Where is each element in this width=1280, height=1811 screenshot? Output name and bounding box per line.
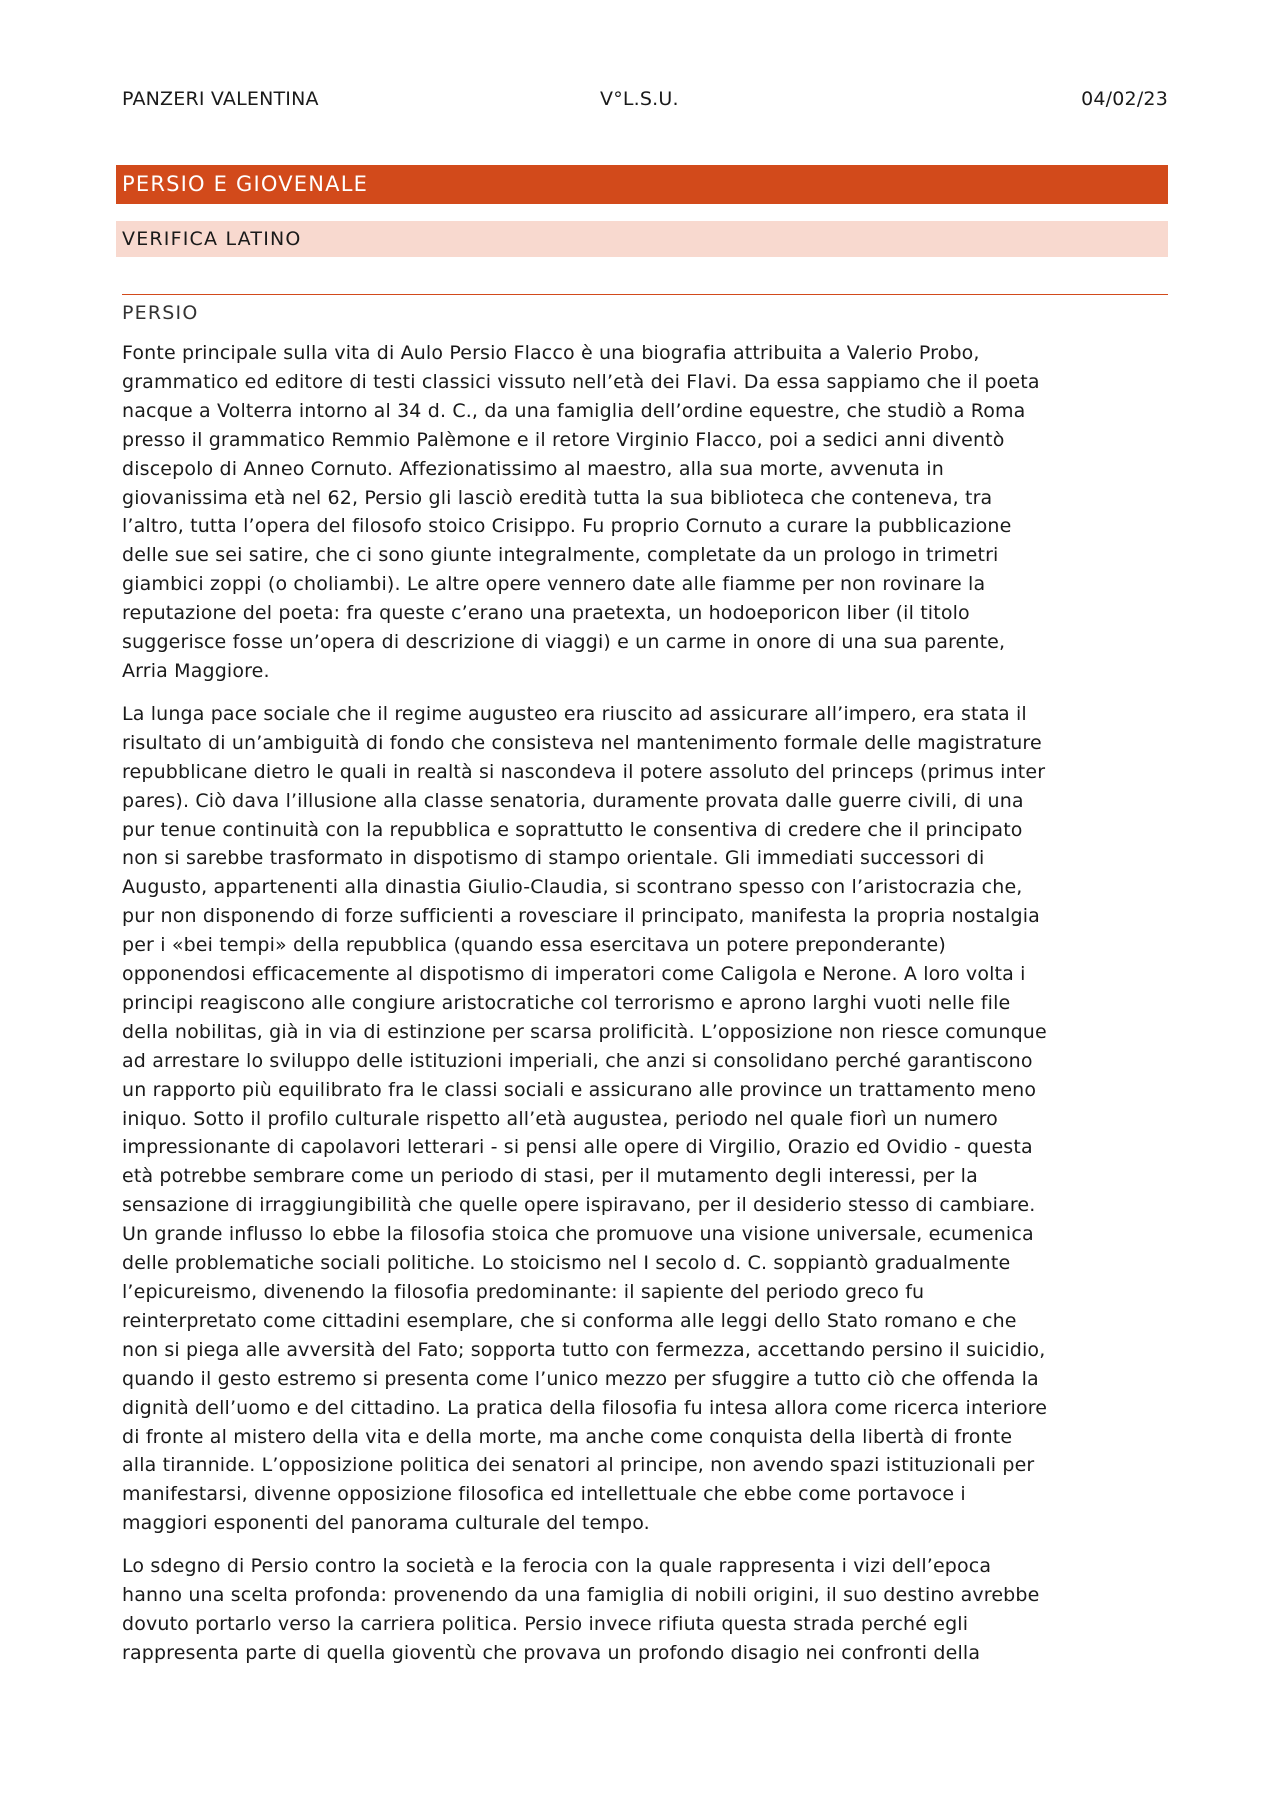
class-label: V°L.S.U. <box>600 88 679 110</box>
paragraph-line: sensazione di irraggiungibilità che quelle opere ispiravano, per il desiderio stesso di cambiare. <box>122 1194 1036 1217</box>
paragraph-line: giambici zoppi (o choliambi). Le altre opere vennero date alle fiamme per non rovinare la <box>122 573 986 596</box>
paragraph-line: per i «bei tempi» della repubblica (quando essa esercitava un potere preponderante) <box>122 934 946 957</box>
paragraph-line: delle problematiche sociali politiche. Lo stoicismo nel I secolo d. C. soppiantò gradualmente <box>122 1252 1011 1275</box>
paragraph-line: grammatico ed editore di testi classici vissuto nell’età dei Flavi. Da essa sappiamo che il poeta <box>122 370 1040 393</box>
section-heading: PERSIO <box>122 302 199 324</box>
paragraph-line: repubblicane dietro le quali in realtà si nascondeva il potere assoluto del princeps (primus inter <box>122 760 1046 783</box>
paragraph-line: ad arrestare lo sviluppo delle istituzioni imperiali, che anzi si consolidano perché garantiscono <box>122 1049 1033 1072</box>
paragraph-line: Lo sdegno di Persio contro la società e la ferocia con la quale rappresenta i vizi dell’epoca <box>122 1555 992 1578</box>
document-subtitle: VERIFICA LATINO <box>116 221 1168 257</box>
paragraph-line: nacque a Volterra intorno al 34 d. C., da una famiglia dell’ordine equestre, che studiò a Roma <box>122 399 1026 422</box>
document-header <box>122 88 1168 116</box>
paragraph-line: risultato di un’ambiguità di fondo che consisteva nel mantenimento formale delle magistrature <box>122 731 1042 754</box>
paragraph-line: rappresenta parte di quella gioventù che provava un profondo disagio nei confronti della <box>122 1641 981 1664</box>
paragraph-line: manifestarsi, divenne opposizione filosofica ed intellettuale che ebbe come portavoce i <box>122 1483 966 1506</box>
paragraph-line: l’epicureismo, divenendo la filosofia predominante: il sapiente del periodo greco fu <box>122 1281 925 1303</box>
paragraph-line: non si piega alle avversità del Fato; sopporta tutto con fermezza, accettando persino il suicidio, <box>122 1338 1046 1361</box>
paragraph-line: discepolo di Anneo Cornuto. Affezionatissimo al maestro, alla sua morte, avvenuta in <box>122 457 944 480</box>
paragraph-line: pares). Ciò dava l’illusione alla classe senatoria, duramente provata dalle guerre civili, di una <box>122 789 1024 812</box>
paragraph-line: dignità dell’uomo e del cittadino. La pratica della filosofia fu intesa allora come ricerca interiore <box>122 1396 1048 1419</box>
paragraph-line: giovanissima età nel 62, Persio gli lasciò eredità tutta la sua biblioteca che conteneva, tra <box>122 486 993 509</box>
paragraph-line: Augusto, appartenenti alla dinastia Giulio-Claudia, si scontrano spesso con l’aristocrazia che, <box>122 876 1023 899</box>
paragraph-line: pur tenue continuità con la repubblica e soprattutto le consentiva di credere che il principato <box>122 818 1023 841</box>
paragraph-line: alla tirannide. L’opposizione politica dei senatori al principe, non avendo spazi istituzionali per <box>122 1454 1035 1477</box>
paragraph-line: non si sarebbe trasformato in dispotismo di stampo orientale. Gli immediati successori di <box>122 847 985 870</box>
author-name: PANZERI VALENTINA <box>122 88 319 110</box>
body-text <box>122 339 1168 1682</box>
paragraph-line: suggerisce fosse un’opera di descrizione di viaggi) e un carme in onore di una sua parente, <box>122 631 1006 654</box>
paragraph-line: impressionante di capolavori letterari - si pensi alle opere di Virgilio, Orazio ed Ovidio - questa <box>122 1136 1033 1159</box>
paragraph-line: maggiori esponenti del panorama culturale del tempo. <box>122 1512 650 1535</box>
paragraph-line: Un grande influsso lo ebbe la filosofia stoica che promuove una visione universale, ecumenica <box>122 1223 1034 1246</box>
paragraph-line: della nobilitas, già in via di estinzione per scarsa prolificità. L’opposizione non riesce comunque <box>122 1020 1047 1043</box>
paragraph-line: dovuto portarlo verso la carriera politica. Persio invece rifiuta questa strada perché egli <box>122 1612 969 1635</box>
paragraph <box>122 339 1168 686</box>
paragraph-line: di fronte al mistero della vita e della morte, ma anche come conquista della libertà di fronte <box>122 1425 1013 1448</box>
paragraph-line: La lunga pace sociale che il regime augusteo era riuscito ad assicurare all’impero, era stata il <box>122 702 1027 725</box>
paragraph-line: un rapporto più equilibrato fra le classi sociali e assicurano alle province un trattamento meno <box>122 1078 1037 1101</box>
paragraph-line: reputazione del poeta: fra queste c’erano una praetexta, un hodoeporicon liber (il titolo <box>122 602 970 625</box>
paragraph-line: principi reagiscono alle congiure aristocratiche col terrorismo e aprono larghi vuoti nelle file <box>122 991 1011 1014</box>
paragraph-line: età potrebbe sembrare come un periodo di stasi, per il mutamento degli interessi, per la <box>122 1165 978 1188</box>
document-title: PERSIO E GIOVENALE <box>116 165 1168 204</box>
paragraph-line: opponendosi efficacemente al dispotismo di imperatori come Caligola e Nerone. A loro volta i <box>122 963 1026 986</box>
paragraph-line: delle sue sei satire, che ci sono giunte integralmente, completate da un prologo in trimetri <box>122 544 999 567</box>
paragraph-line: Fonte principale sulla vita di Aulo Persio Flacco è una biografia attribuita a Valerio Probo, <box>122 342 980 364</box>
paragraph-line: iniquo. Sotto il profilo culturale rispetto all’età augustea, periodo nel quale fiorì un numero <box>122 1107 998 1130</box>
section-divider <box>122 294 1168 295</box>
paragraph-line: pur non disponendo di forze sufficienti a rovesciare il principato, manifesta la propria nostalgia <box>122 905 1040 928</box>
paragraph-line: quando il gesto estremo si presenta come l’unico mezzo per sfuggire a tutto ciò che offenda la <box>122 1367 1039 1390</box>
paragraph <box>122 1552 1168 1668</box>
paragraph-line: reinterpretato come cittadini esemplare, che si conforma alle leggi dello Stato romano e che <box>122 1309 1017 1332</box>
paragraph-line: hanno una scelta profonda: provenendo da una famiglia di nobili origini, il suo destino avrebbe <box>122 1584 1040 1607</box>
paragraph <box>122 700 1168 1538</box>
paragraph-line: presso il grammatico Remmio Palèmone e il retore Virginio Flacco, poi a sedici anni diventò <box>122 428 1005 451</box>
paragraph-line: l’altro, tutta l’opera del filosofo stoico Crisippo. Fu proprio Cornuto a curare la pubblicazione <box>122 515 1012 538</box>
document-date: 04/02/23 <box>1081 88 1168 110</box>
paragraph-line: Arria Maggiore. <box>122 659 270 682</box>
